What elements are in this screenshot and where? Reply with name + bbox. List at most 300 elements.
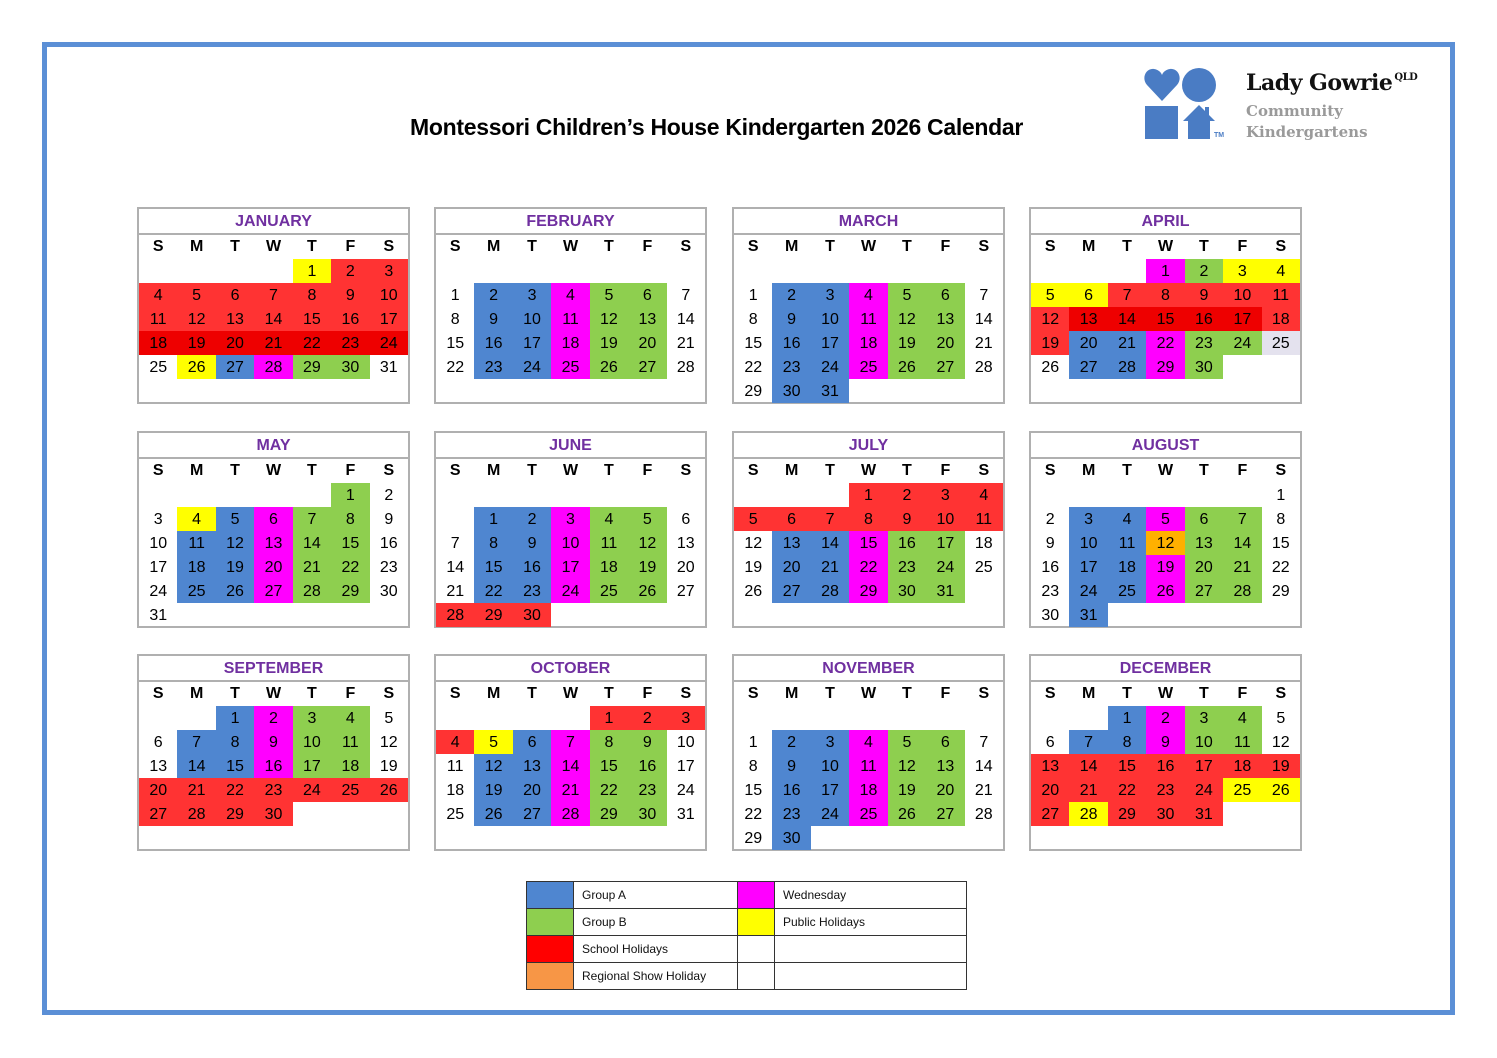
weekday-label: F <box>940 685 951 702</box>
day-cell: 20 <box>628 331 666 355</box>
day-cell: 16 <box>772 331 810 355</box>
day-cell: 29 <box>474 603 512 627</box>
day-cell: 21 <box>254 331 292 355</box>
day-cell: 15 <box>216 754 254 778</box>
day-cell: 9 <box>1146 730 1184 754</box>
day-cell: 23 <box>379 559 398 576</box>
empty-cell <box>734 259 772 283</box>
day-cell: 4 <box>849 730 887 754</box>
weekday-label: S <box>1044 238 1056 255</box>
day-cell: 23 <box>513 579 551 603</box>
day-cell: 31 <box>926 579 964 603</box>
day-cell: 29 <box>331 579 369 603</box>
day-cell: 6 <box>926 283 964 307</box>
day-cell: 15 <box>331 531 369 555</box>
weekday-label: S <box>978 462 990 479</box>
day-cell: 28 <box>177 802 215 826</box>
weekday-label: T <box>307 462 317 479</box>
day-cell: 12 <box>744 535 763 552</box>
day-cell: 27 <box>926 355 964 379</box>
month-grid <box>734 459 1003 603</box>
weekday-label: S <box>747 238 759 255</box>
empty-cell <box>293 483 331 507</box>
day-cell: 5 <box>734 507 772 531</box>
day-cell: 12 <box>1271 734 1290 751</box>
empty-cell <box>811 259 849 283</box>
day-cell: 7 <box>1108 283 1146 307</box>
trademark: TM <box>1214 132 1225 139</box>
empty-cell <box>849 706 887 730</box>
logo-brand: Lady Gowrie $^{QLD}$ <box>1246 70 1418 96</box>
day-cell: 27 <box>254 579 292 603</box>
day-cell: 3 <box>551 507 589 531</box>
day-cell: 30 <box>628 802 666 826</box>
day-cell: 26 <box>1041 359 1060 376</box>
empty-cell <box>590 483 628 507</box>
day-cell: 24 <box>1069 579 1107 603</box>
empty-cell <box>436 706 474 730</box>
logo-region: QLD <box>1394 72 1418 83</box>
day-cell: 26 <box>888 802 926 826</box>
empty-cell <box>667 259 705 283</box>
empty-cell <box>474 483 512 507</box>
weekday-label: M <box>1081 238 1096 255</box>
day-cell: 4 <box>551 283 589 307</box>
day-cell: 16 <box>513 555 551 579</box>
empty-cell <box>965 706 1003 730</box>
day-cell: 23 <box>772 802 810 826</box>
weekday-label: M <box>189 238 204 255</box>
day-cell: 29 <box>216 802 254 826</box>
empty-cell <box>551 483 589 507</box>
day-cell: 5 <box>628 507 666 531</box>
day-cell: 7 <box>979 287 989 304</box>
day-cell: 1 <box>331 483 369 507</box>
weekday-label: T <box>1199 238 1209 255</box>
day-cell: 19 <box>744 559 763 576</box>
legend-row <box>527 909 967 936</box>
day-cell: 12 <box>888 307 926 331</box>
day-cell: 13 <box>628 307 666 331</box>
empty-cell <box>551 259 589 283</box>
empty-cell <box>811 706 849 730</box>
empty-cell <box>628 483 666 507</box>
weekday-label: F <box>1237 462 1248 479</box>
legend-swatch <box>738 909 775 936</box>
day-cell: 28 <box>254 355 292 379</box>
weekday-label: W <box>562 685 579 702</box>
month-title: JANUARY <box>139 209 408 235</box>
day-cell: 28 <box>974 806 993 823</box>
day-cell: 14 <box>446 559 465 576</box>
empty-cell <box>1031 259 1069 283</box>
weekday-label: W <box>1157 685 1174 702</box>
empty-cell <box>926 259 964 283</box>
month-grid <box>139 682 408 826</box>
day-cell: 2 <box>772 283 810 307</box>
day-cell: 13 <box>926 754 964 778</box>
day-cell: 13 <box>149 758 168 775</box>
day-cell: 18 <box>331 754 369 778</box>
empty-cell <box>474 259 512 283</box>
weekday-label: F <box>345 685 356 702</box>
weekday-label: W <box>265 462 282 479</box>
weekday-label: T <box>825 238 835 255</box>
empty-cell <box>177 483 215 507</box>
day-cell: 2 <box>1185 259 1223 283</box>
day-cell: 15 <box>293 307 331 331</box>
day-cell: 25 <box>849 802 887 826</box>
day-cell: 27 <box>1185 579 1223 603</box>
empty-cell <box>734 706 772 730</box>
month-title: SEPTEMBER <box>139 656 408 682</box>
month-march <box>732 207 1005 404</box>
weekday-label: S <box>1044 462 1056 479</box>
day-cell: 23 <box>1041 583 1060 600</box>
weekday-label: S <box>680 462 692 479</box>
circle-icon <box>1182 68 1216 102</box>
day-cell: 19 <box>177 331 215 355</box>
month-january <box>137 207 410 404</box>
weekday-label: M <box>486 238 501 255</box>
day-cell: 8 <box>450 311 460 328</box>
day-cell: 7 <box>1223 507 1261 531</box>
day-cell: 2 <box>384 487 394 504</box>
empty-cell <box>177 259 215 283</box>
day-cell: 10 <box>551 531 589 555</box>
day-cell: 26 <box>1262 778 1300 802</box>
month-title: MARCH <box>734 209 1003 235</box>
day-cell: 16 <box>474 331 512 355</box>
month-title: JULY <box>734 433 1003 459</box>
day-cell: 21 <box>1108 331 1146 355</box>
day-cell: 18 <box>551 331 589 355</box>
day-cell: 25 <box>446 806 465 823</box>
day-cell: 24 <box>513 355 551 379</box>
day-cell: 26 <box>744 583 763 600</box>
weekday-label: T <box>604 238 614 255</box>
day-cell: 26 <box>177 355 215 379</box>
day-cell: 6 <box>1185 507 1223 531</box>
day-cell: 9 <box>772 307 810 331</box>
day-cell: 15 <box>1271 535 1290 552</box>
empty-cell <box>436 259 474 283</box>
day-cell: 6 <box>681 511 691 528</box>
day-cell: 10 <box>370 283 408 307</box>
day-cell: 1 <box>748 287 758 304</box>
day-cell: 17 <box>676 758 695 775</box>
day-cell: 7 <box>811 507 849 531</box>
day-cell: 15 <box>744 782 763 799</box>
day-cell: 14 <box>811 531 849 555</box>
weekday-label: S <box>152 685 164 702</box>
day-cell: 12 <box>474 754 512 778</box>
day-cell: 29 <box>744 830 763 847</box>
weekday-label: S <box>747 685 759 702</box>
day-cell: 20 <box>676 559 695 576</box>
weekday-label: F <box>642 462 653 479</box>
day-cell: 18 <box>974 535 993 552</box>
day-cell: 14 <box>551 754 589 778</box>
day-cell: 21 <box>293 555 331 579</box>
day-cell: 8 <box>1146 283 1184 307</box>
legend-swatch <box>738 882 775 909</box>
weekday-label: T <box>1122 462 1132 479</box>
day-cell: 5 <box>888 730 926 754</box>
day-cell: 14 <box>676 311 695 328</box>
weekday-label: S <box>383 462 395 479</box>
logo <box>1144 68 1444 148</box>
day-cell: 28 <box>1223 579 1261 603</box>
day-cell: 25 <box>331 778 369 802</box>
day-cell: 5 <box>590 283 628 307</box>
legend-label: Public Holidays <box>775 909 967 936</box>
day-cell: 25 <box>1108 579 1146 603</box>
weekday-label: S <box>747 462 759 479</box>
day-cell: 4 <box>1223 706 1261 730</box>
empty-cell <box>1031 706 1069 730</box>
day-cell: 1 <box>1146 259 1184 283</box>
day-cell: 11 <box>590 531 628 555</box>
weekday-label: T <box>230 685 240 702</box>
weekday-label: S <box>1275 685 1287 702</box>
empty-cell <box>811 483 849 507</box>
day-cell: 13 <box>926 307 964 331</box>
day-cell: 5 <box>1031 283 1069 307</box>
day-cell: 1 <box>293 259 331 283</box>
day-cell: 19 <box>590 331 628 355</box>
empty-cell <box>772 259 810 283</box>
day-cell: 30 <box>772 826 810 850</box>
day-cell: 24 <box>676 782 695 799</box>
weekday-label: S <box>1044 685 1056 702</box>
empty-cell <box>216 259 254 283</box>
day-cell: 16 <box>628 754 666 778</box>
weekday-label: S <box>1275 238 1287 255</box>
month-april <box>1029 207 1302 404</box>
day-cell: 6 <box>926 730 964 754</box>
month-grid <box>436 459 705 627</box>
day-cell: 25 <box>1262 331 1300 355</box>
day-cell: 13 <box>772 531 810 555</box>
day-cell: 26 <box>590 355 628 379</box>
day-cell: 14 <box>974 758 993 775</box>
empty-cell <box>965 259 1003 283</box>
day-cell: 31 <box>676 806 695 823</box>
logo-line2: Kindergartens <box>1246 123 1368 141</box>
legend-label <box>775 963 967 990</box>
day-cell: 24 <box>149 583 168 600</box>
empty-cell <box>436 483 474 507</box>
day-cell: 24 <box>1185 778 1223 802</box>
day-cell: 12 <box>628 531 666 555</box>
month-february <box>434 207 707 404</box>
empty-cell <box>849 259 887 283</box>
weekday-label: T <box>902 238 912 255</box>
empty-cell <box>1069 483 1107 507</box>
empty-cell <box>1146 483 1184 507</box>
day-cell: 9 <box>384 511 394 528</box>
weekday-label: T <box>527 685 537 702</box>
day-cell: 28 <box>974 359 993 376</box>
day-cell: 27 <box>139 802 177 826</box>
legend-swatch <box>527 909 574 936</box>
day-cell: 15 <box>474 555 512 579</box>
day-cell: 30 <box>379 583 398 600</box>
legend-label: Regional Show Holiday <box>574 963 738 990</box>
empty-cell <box>177 706 215 730</box>
square-icon <box>1145 106 1178 139</box>
day-cell: 26 <box>1146 579 1184 603</box>
day-cell: 2 <box>628 706 666 730</box>
day-cell: 15 <box>744 335 763 352</box>
day-cell: 25 <box>849 355 887 379</box>
day-cell: 23 <box>628 778 666 802</box>
day-cell: 2 <box>254 706 292 730</box>
day-cell: 12 <box>590 307 628 331</box>
weekday-label: S <box>978 685 990 702</box>
day-cell: 28 <box>436 603 474 627</box>
day-cell: 16 <box>254 754 292 778</box>
logo-line1: Community <box>1246 102 1343 120</box>
day-cell: 16 <box>772 778 810 802</box>
legend-row <box>527 963 967 990</box>
day-cell: 3 <box>1223 259 1261 283</box>
day-cell: 18 <box>1223 754 1261 778</box>
weekday-label: S <box>152 238 164 255</box>
house-icon <box>1182 104 1216 140</box>
day-cell: 26 <box>216 579 254 603</box>
day-cell: 24 <box>293 778 331 802</box>
month-title: NOVEMBER <box>734 656 1003 682</box>
day-cell: 8 <box>1108 730 1146 754</box>
weekday-label: S <box>449 685 461 702</box>
day-cell: 22 <box>1271 559 1290 576</box>
day-cell: 17 <box>811 331 849 355</box>
day-cell: 26 <box>628 579 666 603</box>
weekday-label: W <box>1157 238 1174 255</box>
empty-cell <box>1223 483 1261 507</box>
day-cell: 30 <box>1041 607 1060 624</box>
day-cell: 22 <box>474 579 512 603</box>
weekday-label: W <box>562 238 579 255</box>
weekday-label: T <box>902 685 912 702</box>
day-cell: 31 <box>811 379 849 403</box>
day-cell: 19 <box>1146 555 1184 579</box>
month-grid <box>139 235 408 379</box>
day-cell: 20 <box>926 331 964 355</box>
empty-cell <box>513 483 551 507</box>
weekday-label: M <box>189 462 204 479</box>
day-cell: 22 <box>446 359 465 376</box>
day-cell: 3 <box>293 706 331 730</box>
weekday-label: F <box>1237 238 1248 255</box>
day-cell: 31 <box>1069 603 1107 627</box>
day-cell: 15 <box>1108 754 1146 778</box>
day-cell: 5 <box>1276 710 1286 727</box>
day-cell: 10 <box>811 754 849 778</box>
day-cell: 3 <box>153 511 163 528</box>
day-cell: 9 <box>254 730 292 754</box>
day-cell: 16 <box>1041 559 1060 576</box>
day-cell: 23 <box>254 778 292 802</box>
day-cell: 21 <box>676 335 695 352</box>
legend-swatch <box>527 882 574 909</box>
empty-cell <box>926 706 964 730</box>
weekday-label: S <box>449 462 461 479</box>
weekday-label: W <box>860 462 877 479</box>
day-cell: 18 <box>590 555 628 579</box>
day-cell: 1 <box>1276 487 1286 504</box>
day-cell: 27 <box>628 355 666 379</box>
day-cell: 14 <box>1108 307 1146 331</box>
day-cell: 15 <box>590 754 628 778</box>
month-grid <box>1031 459 1300 627</box>
month-title: MAY <box>139 433 408 459</box>
day-cell: 17 <box>551 555 589 579</box>
month-grid <box>734 235 1003 403</box>
day-cell: 25 <box>590 579 628 603</box>
day-cell: 2 <box>331 259 369 283</box>
day-cell: 20 <box>216 331 254 355</box>
day-cell: 2 <box>772 730 810 754</box>
weekday-label: S <box>680 238 692 255</box>
empty-cell <box>772 483 810 507</box>
day-cell: 1 <box>748 734 758 751</box>
day-cell: 9 <box>1045 535 1055 552</box>
month-october <box>434 654 707 851</box>
day-cell: 21 <box>811 555 849 579</box>
day-cell: 19 <box>1262 754 1300 778</box>
day-cell: 29 <box>590 802 628 826</box>
day-cell: 25 <box>551 355 589 379</box>
month-september <box>137 654 410 851</box>
day-cell: 27 <box>772 579 810 603</box>
empty-cell <box>1069 259 1107 283</box>
weekday-label: F <box>1237 685 1248 702</box>
empty-cell <box>734 483 772 507</box>
weekday-label: T <box>604 685 614 702</box>
day-cell: 9 <box>513 531 551 555</box>
legend-swatch <box>527 963 574 990</box>
day-cell: 31 <box>1185 802 1223 826</box>
month-title: APRIL <box>1031 209 1300 235</box>
day-cell: 9 <box>1185 283 1223 307</box>
day-cell: 21 <box>551 778 589 802</box>
day-cell: 10 <box>513 307 551 331</box>
day-cell: 4 <box>436 730 474 754</box>
day-cell: 3 <box>1069 507 1107 531</box>
day-cell: 23 <box>888 555 926 579</box>
day-cell: 4 <box>331 706 369 730</box>
day-cell: 21 <box>974 782 993 799</box>
day-cell: 22 <box>293 331 331 355</box>
day-cell: 18 <box>849 331 887 355</box>
day-cell: 28 <box>551 802 589 826</box>
day-cell: 6 <box>216 283 254 307</box>
day-cell: 1 <box>1108 706 1146 730</box>
day-cell: 29 <box>849 579 887 603</box>
month-grid <box>436 682 705 826</box>
day-cell: 22 <box>744 359 763 376</box>
day-cell: 7 <box>979 734 989 751</box>
empty-cell <box>1185 483 1223 507</box>
day-cell: 22 <box>1146 331 1184 355</box>
day-cell: 21 <box>446 583 465 600</box>
day-cell: 8 <box>1276 511 1286 528</box>
day-cell: 3 <box>370 259 408 283</box>
day-cell: 17 <box>1069 555 1107 579</box>
